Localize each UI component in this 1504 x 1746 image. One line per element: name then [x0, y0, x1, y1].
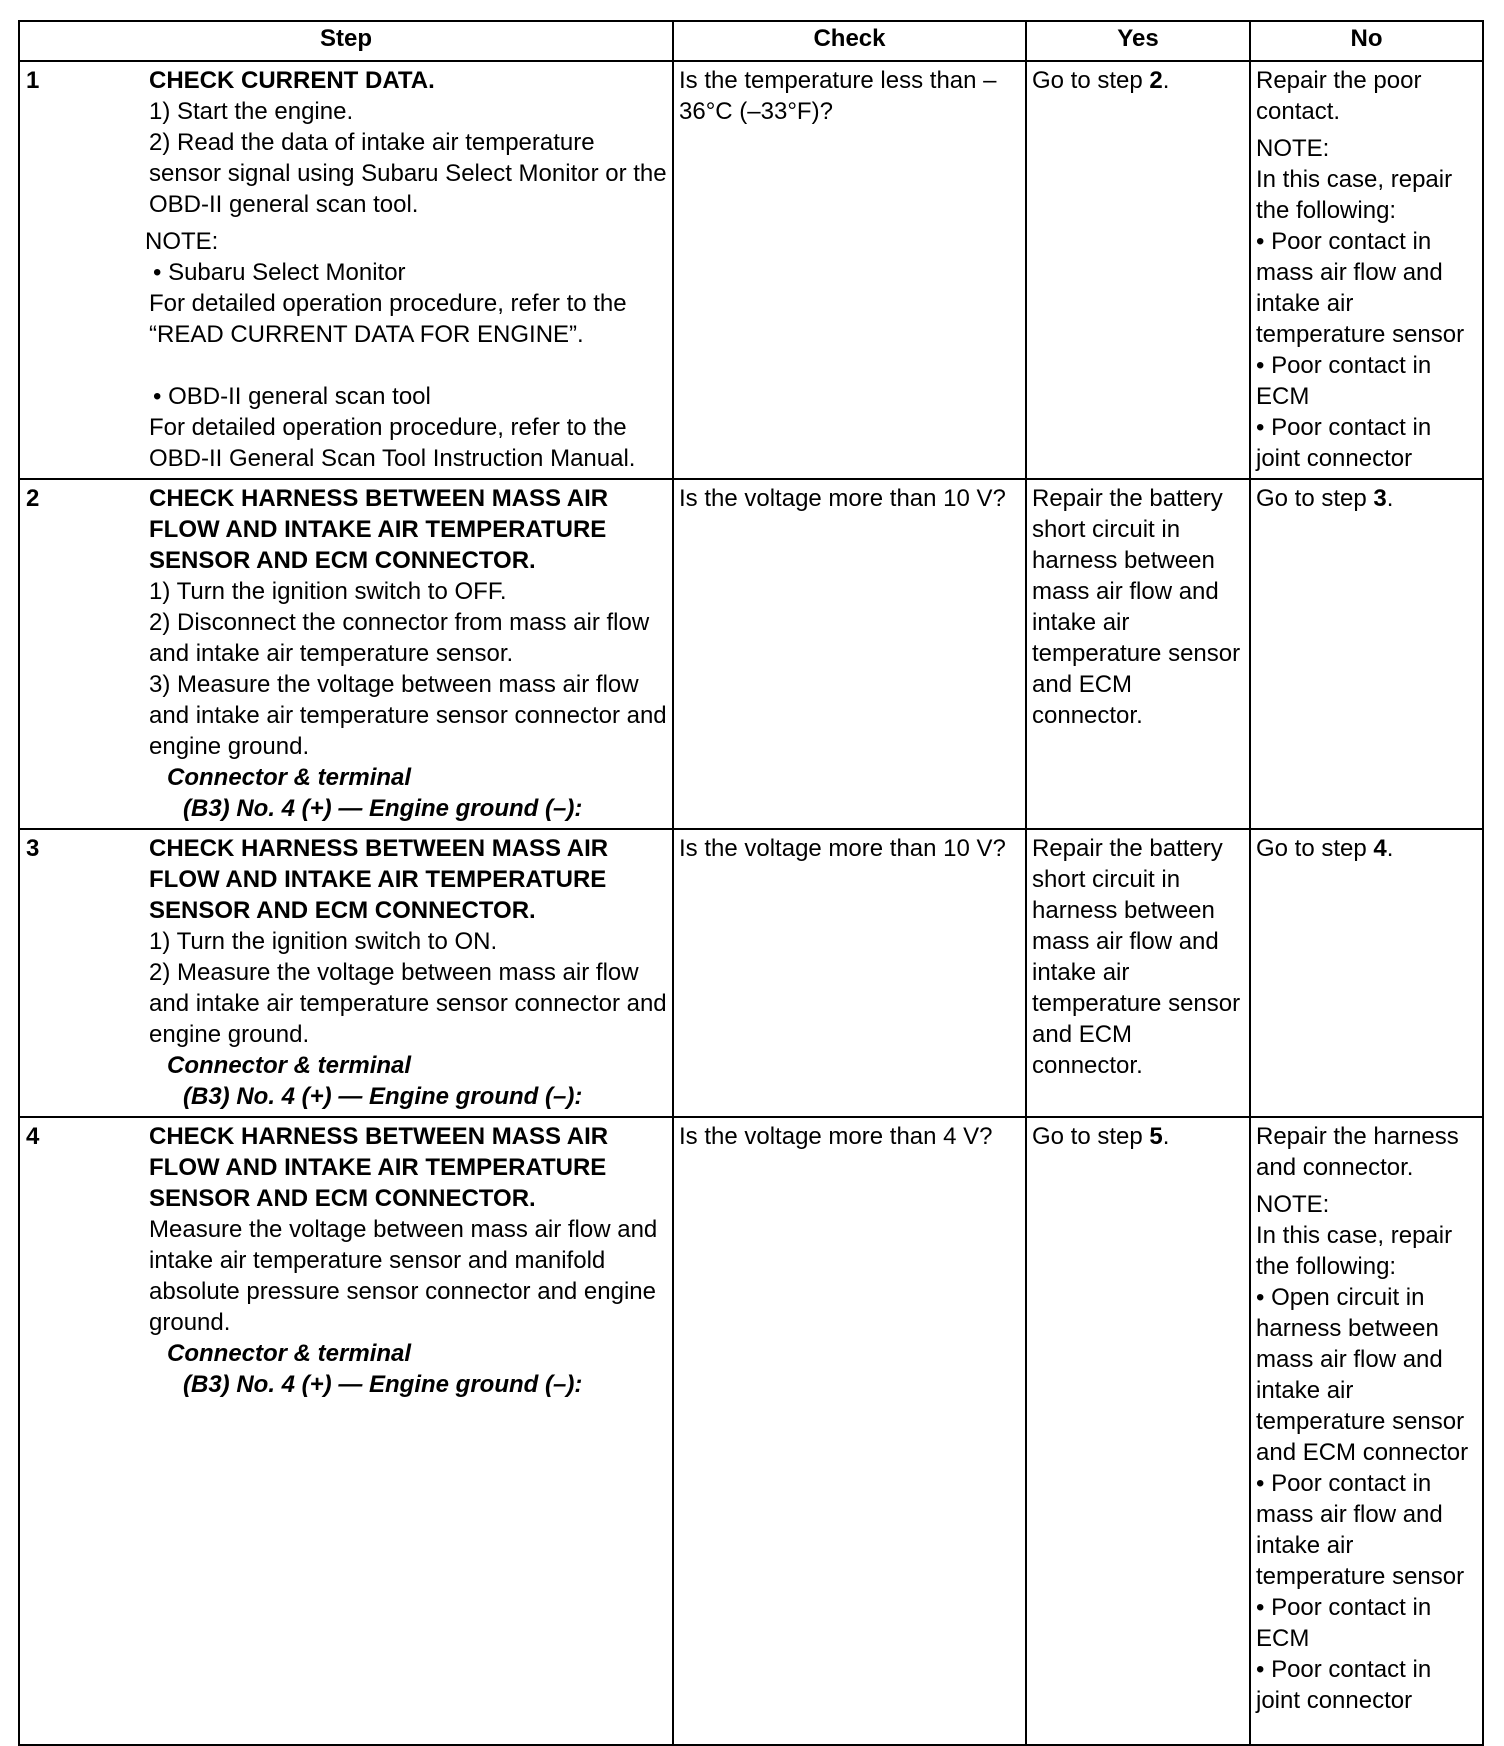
- step-body: [145, 65, 667, 474]
- no-cell: [1250, 61, 1483, 479]
- no-note-item: • Poor contact in mass air flow and intake air temperature sensor: [1256, 1470, 1465, 1590]
- step-cell: [19, 61, 673, 479]
- step-cell: [19, 829, 673, 1117]
- connector-label: Connector & terminal: [167, 1340, 412, 1367]
- step-instruction: 1) Start the engine.: [149, 98, 354, 125]
- check-cell: Is the voltage more than 10 V?: [673, 479, 1026, 829]
- step-title: CHECK HARNESS BETWEEN MASS AIR FLOW AND INTAKE AIR TEMPERATURE SENSOR AND ECM CONNECTOR.: [149, 1123, 609, 1212]
- no-main-text: Repair the harness and connector.: [1256, 1123, 1459, 1181]
- step-body: [149, 833, 667, 1112]
- check-cell: Is the temperature less than –36°C (–33°F)?: [673, 61, 1026, 479]
- check-cell: Is the voltage more than 10 V?: [673, 829, 1026, 1117]
- connector-value: (B3) No. 4 (+) — Engine ground (–):: [183, 795, 583, 822]
- yes-cell: [1026, 1117, 1250, 1745]
- step-instruction: 2) Disconnect the connector from mass air flow and intake air temperature sensor.: [149, 609, 650, 667]
- step-instruction: 2) Read the data of intake air temperature sensor signal using Subaru Select Monitor or the OBD-II general scan tool.: [149, 129, 667, 218]
- no-note-item: • Poor contact in joint connector: [1256, 1656, 1432, 1714]
- note-label: NOTE:: [145, 228, 219, 255]
- connector-value: (B3) No. 4 (+) — Engine ground (–):: [183, 1371, 583, 1398]
- table-row: [19, 479, 1483, 829]
- step-body: [149, 1121, 667, 1400]
- no-suffix: .: [1386, 835, 1394, 862]
- table-row: [19, 61, 1483, 479]
- step-title: CHECK HARNESS BETWEEN MASS AIR FLOW AND INTAKE AIR TEMPERATURE SENSOR AND ECM CONNECTOR.: [149, 835, 609, 924]
- yes-prefix: Go to step: [1032, 1123, 1150, 1150]
- no-main-text: Repair the poor contact.: [1256, 67, 1422, 125]
- no-step-ref: 3: [1373, 485, 1387, 512]
- step-title: CHECK HARNESS BETWEEN MASS AIR FLOW AND INTAKE AIR TEMPERATURE SENSOR AND ECM CONNECTOR.: [149, 485, 609, 574]
- no-step-ref: 4: [1373, 835, 1387, 862]
- yes-cell: Repair the battery short circuit in harness between mass air flow and intake air temperature sensor and ECM connector.: [1026, 479, 1250, 829]
- step-number: 3: [26, 835, 40, 862]
- step-body: [149, 483, 667, 824]
- step-title: CHECK CURRENT DATA.: [149, 67, 435, 94]
- step-instruction: 3) Measure the voltage between mass air flow and intake air temperature sensor connector and engine ground.: [149, 671, 667, 760]
- no-prefix: Go to step: [1256, 835, 1374, 862]
- no-cell: [1250, 829, 1483, 1117]
- yes-suffix: .: [1162, 67, 1170, 94]
- table-row: [19, 1117, 1483, 1745]
- no-note-intro: In this case, repair the following:: [1256, 1222, 1453, 1280]
- note-item: • OBD-II general scan tool: [153, 383, 431, 410]
- step-number: 2: [26, 485, 40, 512]
- note-text: For detailed operation procedure, refer to the OBD-II General Scan Tool Instruction Manual.: [149, 414, 636, 472]
- check-cell: Is the voltage more than 4 V?: [673, 1117, 1026, 1745]
- no-note-item: • Poor contact in ECM: [1256, 352, 1432, 410]
- no-prefix: Go to step: [1256, 485, 1374, 512]
- connector-label: Connector & terminal: [167, 1052, 412, 1079]
- header-step: Step: [19, 21, 673, 61]
- no-note-item: • Poor contact in joint connector: [1256, 414, 1432, 472]
- connector-value: (B3) No. 4 (+) — Engine ground (–):: [183, 1083, 583, 1110]
- note-item: • Subaru Select Monitor: [153, 259, 406, 286]
- no-cell: [1250, 1117, 1483, 1745]
- yes-suffix: .: [1162, 1123, 1170, 1150]
- step-instruction: Measure the voltage between mass air flow and intake air temperature sensor and manifold absolute pressure sensor connector and engine ground.: [149, 1216, 658, 1336]
- yes-prefix: Go to step: [1032, 67, 1150, 94]
- step-instruction: 1) Turn the ignition switch to OFF.: [149, 578, 507, 605]
- no-note-item: • Poor contact in ECM: [1256, 1594, 1432, 1652]
- header-yes: Yes: [1026, 21, 1250, 61]
- header-check: Check: [673, 21, 1026, 61]
- step-number: 4: [26, 1123, 40, 1150]
- no-cell: [1250, 479, 1483, 829]
- step-instruction: 2) Measure the voltage between mass air flow and intake air temperature sensor connector and engine ground.: [149, 959, 667, 1048]
- no-note-label: NOTE:: [1256, 135, 1330, 162]
- yes-cell: [1026, 61, 1250, 479]
- no-note-intro: In this case, repair the following:: [1256, 166, 1453, 224]
- no-note-item: • Open circuit in harness between mass air flow and intake air temperature sensor and ECM connector: [1256, 1284, 1469, 1466]
- yes-step-ref: 2: [1149, 67, 1163, 94]
- step-instruction: 1) Turn the ignition switch to ON.: [149, 928, 498, 955]
- no-note-label: NOTE:: [1256, 1191, 1330, 1218]
- no-suffix: .: [1386, 485, 1394, 512]
- table-row: [19, 829, 1483, 1117]
- yes-cell: Repair the battery short circuit in harness between mass air flow and intake air temperature sensor and ECM connector.: [1026, 829, 1250, 1117]
- yes-step-ref: 5: [1149, 1123, 1163, 1150]
- spacer: [149, 350, 667, 381]
- note-text: For detailed operation procedure, refer to the “READ CURRENT DATA FOR ENGINE”.: [149, 290, 627, 348]
- connector-label: Connector & terminal: [167, 764, 412, 791]
- step-cell: [19, 479, 673, 829]
- step-number: 1: [26, 67, 40, 94]
- header-no: No: [1250, 21, 1483, 61]
- step-cell: [19, 1117, 673, 1745]
- diagnostic-table: [18, 20, 1484, 1746]
- table-header-row: [19, 21, 1483, 61]
- no-note-item: • Poor contact in mass air flow and intake air temperature sensor: [1256, 228, 1465, 348]
